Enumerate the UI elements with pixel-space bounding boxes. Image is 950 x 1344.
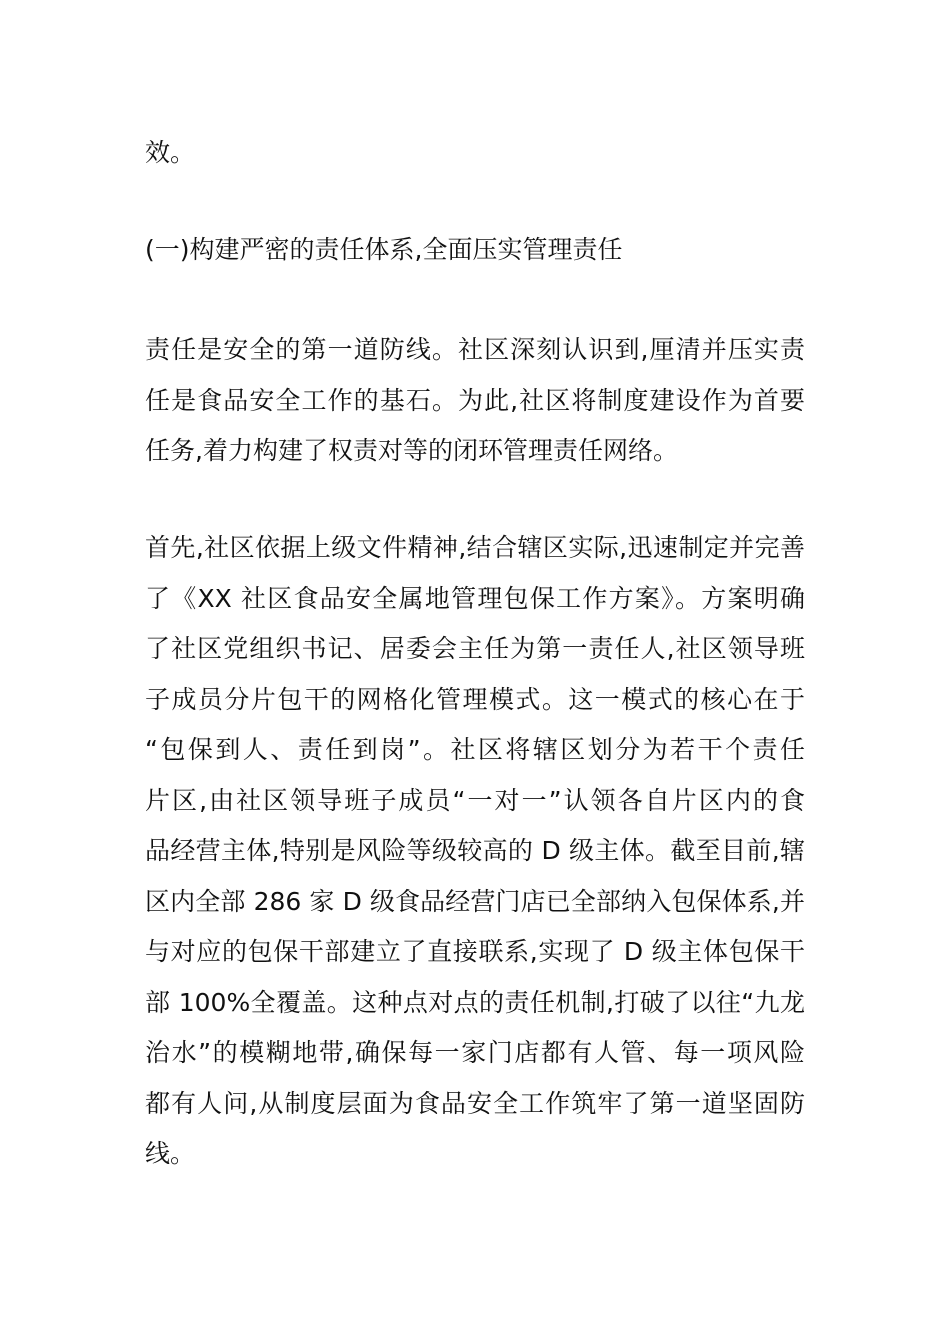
text-line: “包保到人、责任到岗”。社区将辖区划分为若干个责任 xyxy=(145,735,805,764)
text-line: 效。 xyxy=(145,138,196,167)
text-line: 片区,由社区领导班子成员“一对一”认领各自片区内的食 xyxy=(145,785,805,815)
heading-text: (一)构建严密的责任体系,全面压实管理责任 xyxy=(145,235,623,264)
text-line: 任务,着力构建了权责对等的闭环管理责任网络。 xyxy=(145,436,678,465)
text-line: 责任是安全的第一道防线。社区深刻认识到,厘清并压实责 xyxy=(145,335,805,364)
text-line: 都有人问,从制度层面为食品安全工作筑牢了第一道坚固防 xyxy=(145,1088,805,1118)
text-line: 与对应的包保干部建立了直接联系,实现了 D 级主体包保干 xyxy=(145,937,805,966)
text-line: 子成员分片包干的网格化管理模式。这一模式的核心在于 xyxy=(145,684,805,714)
text-line: 首先,社区依据上级文件精神,结合辖区实际,迅速制定并完善 xyxy=(145,533,805,562)
text-line: 区内全部 286 家 D 级食品经营门店已全部纳入包保体系,并 xyxy=(145,886,805,916)
text-line: 品经营主体,特别是风险等级较高的 D 级主体。截至目前,辖 xyxy=(145,836,805,865)
section-heading xyxy=(145,225,805,276)
top-fragment xyxy=(145,128,805,179)
text-line: 了《XX 社区食品安全属地管理包保工作方案》。方案明确 xyxy=(145,583,805,613)
text-line: 线。 xyxy=(145,1139,196,1168)
text-line: 了社区党组织书记、居委会主任为第一责任人,社区领导班 xyxy=(145,634,805,663)
text-line: 任是食品安全工作的基石。为此,社区将制度建设作为首要 xyxy=(145,385,805,415)
paragraph-1 xyxy=(145,325,805,477)
text-line: 部 100%全覆盖。这种点对点的责任机制,打破了以往“九龙 xyxy=(145,987,805,1017)
text-line: 治水”的模糊地带,确保每一家门店都有人管、每一项风险 xyxy=(145,1038,805,1067)
paragraph-2 xyxy=(145,523,805,1180)
